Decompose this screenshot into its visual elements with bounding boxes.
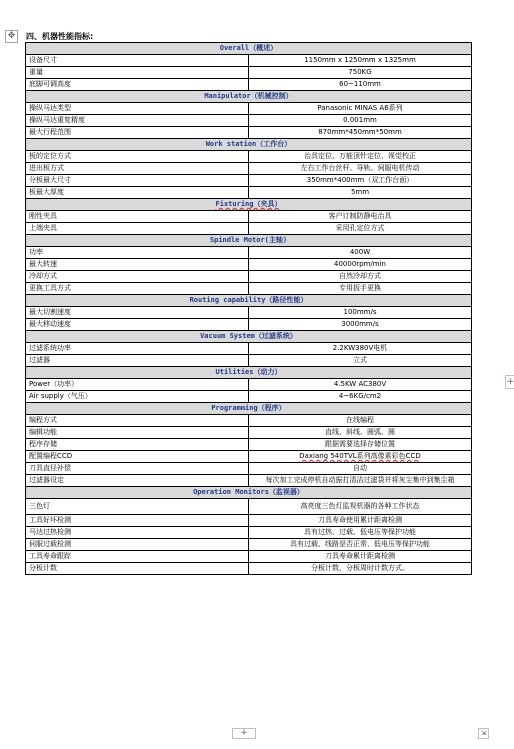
table-row (26, 475, 472, 487)
row-label[interactable]: 伺服过载检测 (26, 539, 249, 551)
section-header-row (26, 403, 472, 415)
table-row (26, 103, 472, 115)
row-value[interactable]: 左右工作台丝杆、导轨、伺服电机传动 (249, 163, 472, 175)
row-label[interactable]: 配置编程CCD (26, 451, 249, 463)
row-label[interactable]: 编程方式 (26, 415, 249, 427)
row-label[interactable]: Power（功率） (26, 379, 249, 391)
row-label[interactable]: 更换工具方式 (26, 283, 249, 295)
section-title-text: Work station（工作台） (205, 140, 292, 148)
section-title (26, 487, 472, 499)
section-title-text: Vacuum System（过滤系统） (200, 332, 297, 340)
row-value[interactable]: 分板计数，分板周时计数方式。 (249, 563, 472, 575)
row-label[interactable]: 冷却方式 (26, 271, 249, 283)
row-label[interactable]: 分板计数 (26, 563, 249, 575)
row-label[interactable]: 最大行程范围 (26, 127, 249, 139)
row-value[interactable]: 直线、斜线、圆弧、圆 (249, 427, 472, 439)
section-header-row (26, 367, 472, 379)
table-row (26, 223, 472, 235)
row-label[interactable]: 过滤器设定 (26, 475, 249, 487)
table-resize-handle-icon[interactable]: ⇲ (478, 728, 489, 739)
row-value[interactable]: 采用孔定位方式 (249, 223, 472, 235)
table-row (26, 343, 472, 355)
row-value[interactable]: 1150mm x 1250mm x 1325mm (249, 55, 472, 67)
table-row (26, 55, 472, 67)
section-title (26, 139, 472, 151)
row-label[interactable]: 程序存储 (26, 439, 249, 451)
section-header-row (26, 331, 472, 343)
row-label[interactable]: 刚性夹具 (26, 211, 249, 223)
table-row (26, 115, 472, 127)
table-row (26, 319, 472, 331)
row-value[interactable]: 750KG (249, 67, 472, 79)
row-value[interactable]: 刀具寿命使用累计距离检测 (249, 515, 472, 527)
row-label[interactable]: 设备尺寸 (26, 55, 249, 67)
row-value[interactable]: Panasonic MINAS A6系列 (249, 103, 472, 115)
table-row (26, 427, 472, 439)
section-title-text: Operation Monitors（监视器） (193, 488, 304, 496)
row-value[interactable]: 40000rpm/min (249, 259, 472, 271)
row-label[interactable]: 过滤系统功率 (26, 343, 249, 355)
table-row (26, 79, 472, 91)
row-label[interactable]: 底脚可调高度 (26, 79, 249, 91)
row-value[interactable]: 400W (249, 247, 472, 259)
row-value[interactable]: 每次加工完成停机自动振打清洁过滤袋并将灰尘集中到集尘箱 (249, 475, 472, 487)
row-value[interactable]: 治具定位、万能顶针定位、视觉校正 (249, 151, 472, 163)
table-row (26, 551, 472, 563)
table-row (26, 539, 472, 551)
row-value[interactable]: Daxiang 540TVL系列高像素彩色CCD (249, 451, 472, 463)
section-title-text: Utilities（动力） (215, 368, 282, 376)
row-label[interactable]: 进出板方式 (26, 163, 249, 175)
table-row (26, 463, 472, 475)
row-value[interactable]: 具有过载、线路是否正常、低电压等保护功能 (249, 539, 472, 551)
table-row (26, 67, 472, 79)
row-value[interactable]: 870mm*450mm*50mm (249, 127, 472, 139)
row-label[interactable]: 最大移动速度 (26, 319, 249, 331)
row-value[interactable]: 4.5KW AC380V (249, 379, 472, 391)
row-label[interactable]: Air supply（气压） (26, 391, 249, 403)
table-row (26, 211, 472, 223)
section-header-row (26, 295, 472, 307)
row-label[interactable]: 工具寿命跟踪 (26, 551, 249, 563)
row-value[interactable]: 专用扳手更换 (249, 283, 472, 295)
section-header-row (26, 487, 472, 499)
row-label[interactable]: 板最大厚度 (26, 187, 249, 199)
row-label[interactable]: 重量 (26, 67, 249, 79)
row-value[interactable]: 具有过热、过载、低电压等保护功能 (249, 527, 472, 539)
table-row (26, 151, 472, 163)
table-row (26, 439, 472, 451)
section-header-row (26, 91, 472, 103)
row-value[interactable]: 客户订制防静电治具 (249, 211, 472, 223)
row-value[interactable]: 在线编程 (249, 415, 472, 427)
row-label[interactable]: 马达过热检测 (26, 527, 249, 539)
table-row (26, 283, 472, 295)
section-title-text: Programming（程序） (211, 404, 286, 412)
row-value[interactable]: 3000mm/s (249, 319, 472, 331)
section-title-text: Routing capability（路径性能） (189, 296, 308, 304)
table-row (26, 527, 472, 539)
table-row (26, 187, 472, 199)
table-row (26, 415, 472, 427)
row-label[interactable]: 过滤器 (26, 355, 249, 367)
row-value[interactable]: 4~6KG/cm2 (249, 391, 472, 403)
section-title (26, 91, 472, 103)
section-title (26, 43, 472, 55)
spec-table (25, 42, 472, 575)
table-move-handle-icon[interactable]: ✥ (5, 30, 18, 43)
table-row (26, 175, 472, 187)
table-row (26, 355, 472, 367)
row-value[interactable]: 刀具寿命累计距离检测 (249, 551, 472, 563)
section-title (26, 403, 472, 415)
row-value[interactable]: 自然冷却方式 (249, 271, 472, 283)
table-row (26, 271, 472, 283)
row-value[interactable]: 60~110mm (249, 79, 472, 91)
table-row (26, 451, 472, 463)
table-row (26, 563, 472, 575)
row-value[interactable]: 0.001mm (249, 115, 472, 127)
section-header-row (26, 199, 472, 211)
table-row (26, 379, 472, 391)
section-title-text: Manipulator（机械控制） (204, 92, 293, 100)
table-row (26, 247, 472, 259)
row-label[interactable]: 刀具直径补偿 (26, 463, 249, 475)
row-value[interactable]: 跟据需要选择存储位置 (249, 439, 472, 451)
row-label[interactable]: 板的定位方式 (26, 151, 249, 163)
row-value[interactable]: 2.2KW380V电机 (249, 343, 472, 355)
row-label[interactable]: 最大切割速度 (26, 307, 249, 319)
row-value[interactable]: 高亮度三色灯监视机器的各种工作状态 (249, 499, 472, 515)
row-value[interactable]: 100mm/s (249, 307, 472, 319)
table-row (26, 391, 472, 403)
section-header-row (26, 235, 472, 247)
section-title (26, 295, 472, 307)
table-row (26, 259, 472, 271)
row-value[interactable]: 350mm*400mm（双工作台面） (249, 175, 472, 187)
table-row (26, 307, 472, 319)
table-row (26, 515, 472, 527)
add-row-button[interactable]: + (232, 728, 256, 739)
section-title (26, 367, 472, 379)
section-title-text: Fixturing（夹具） (215, 200, 282, 208)
table-row (26, 127, 472, 139)
section-title-text: Spindle Motor(主轴) (209, 236, 288, 244)
row-label[interactable]: 操纵马达类型 (26, 103, 249, 115)
row-label[interactable]: 三色灯 (26, 499, 249, 515)
section-heading: 四、机器性能指标: (26, 32, 94, 41)
section-title-text: Overall（概述） (219, 44, 278, 52)
row-label[interactable]: 分板最大尺寸 (26, 175, 249, 187)
table-row (26, 499, 472, 515)
section-title (26, 331, 472, 343)
table-row (26, 163, 472, 175)
section-title (26, 235, 472, 247)
row-label[interactable]: 功率 (26, 247, 249, 259)
add-column-button[interactable]: + (506, 377, 514, 387)
section-header-row (26, 139, 472, 151)
row-label[interactable]: 上端夹具 (26, 223, 249, 235)
section-title (26, 199, 472, 211)
section-header-row (26, 43, 472, 55)
row-value[interactable]: 5mm (249, 187, 472, 199)
row-label[interactable]: 操纵马达重复精度 (26, 115, 249, 127)
row-value[interactable]: 立式 (249, 355, 472, 367)
row-label[interactable]: 最大转速 (26, 259, 249, 271)
row-value[interactable]: 自动 (249, 463, 472, 475)
row-label[interactable]: 工具好坏检测 (26, 515, 249, 527)
row-label[interactable]: 编辑功能 (26, 427, 249, 439)
